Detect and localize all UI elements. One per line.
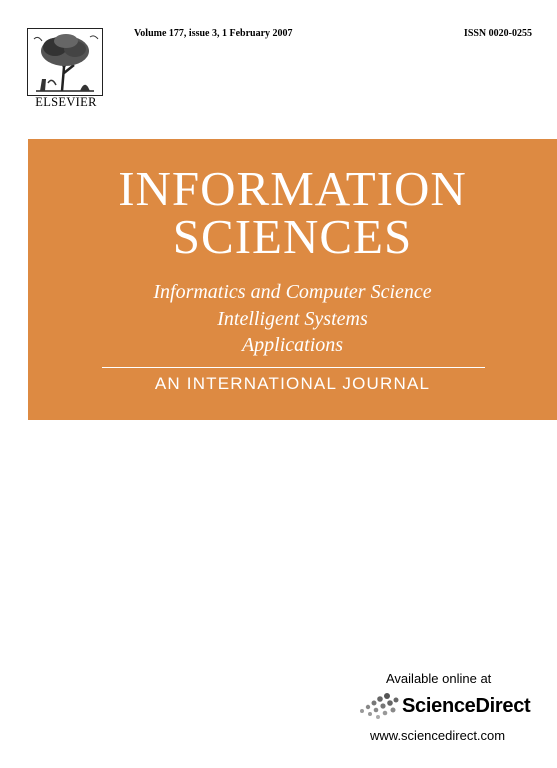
subtitle-applications: Applications — [241, 334, 344, 356]
sciencedirect-url[interactable]: www.sciencedirect.com — [370, 728, 506, 743]
title-banner — [28, 139, 557, 420]
sciencedirect-brand: ScienceDirect — [402, 695, 531, 717]
subtitle-informatics: Informatics and Computer Science — [153, 281, 432, 303]
journal-tagline: AN INTERNATIONAL JOURNAL — [154, 374, 431, 393]
publisher-name: ELSEVIER — [35, 95, 97, 109]
sciencedirect-logo — [356, 691, 556, 721]
divider — [102, 367, 485, 368]
sciencedirect-dots-icon — [356, 691, 402, 721]
volume-info: Volume 177, issue 3, 1 February 2007 — [134, 28, 293, 39]
subtitle-intelligent-systems: Intelligent Systems — [217, 308, 368, 330]
journal-title-line1: INFORMATION — [118, 161, 467, 216]
issn: ISSN 0020-0255 — [463, 28, 532, 39]
elsevier-logo — [27, 28, 105, 110]
journal-title-line2: SCIENCES — [172, 209, 413, 264]
elsevier-tree-icon — [27, 28, 103, 96]
available-online-text: Available online at — [386, 671, 492, 686]
